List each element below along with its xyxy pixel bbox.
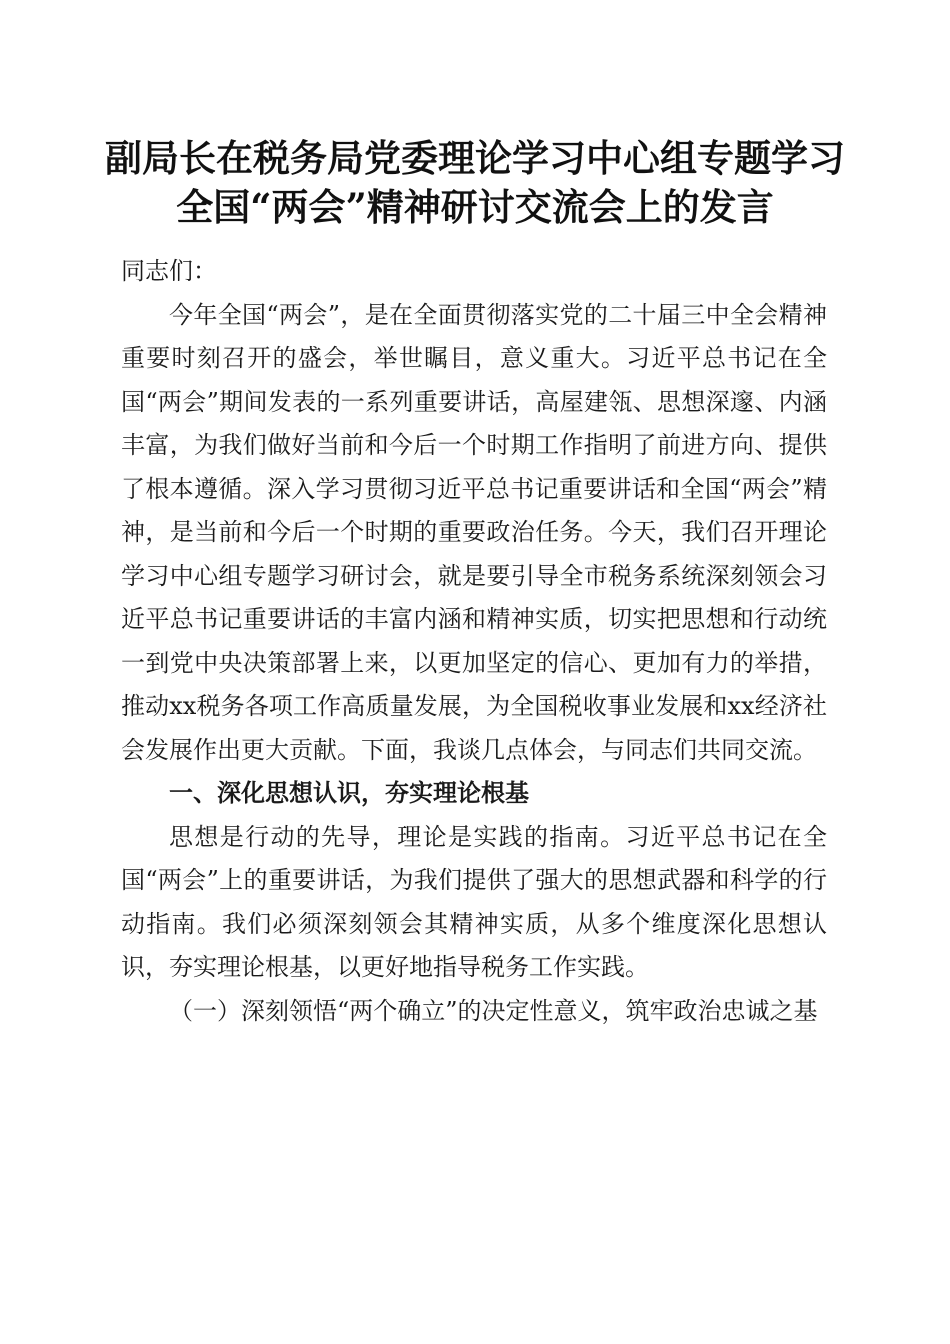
section-1-paragraph: 思想是行动的先导，理论是实践的指南。习近平总书记在全国“两会”上的重要讲话，为我们提供了强大的思想武器和科学的行动指南。我们必须深刻领会其精神实质，从多个维度深化思想认识，夯实理论根基，以更好地指导税务工作实践。 <box>121 822 827 981</box>
salutation: 同志们： <box>121 257 217 285</box>
subsection-heading-1: （一）深刻领悟“两个确立”的决定性意义，筑牢政治忠诚之基 <box>169 996 818 1025</box>
section-heading-1: 一、深化思想认识，夯实理论根基 <box>169 779 529 807</box>
document-body <box>121 250 827 1033</box>
intro-paragraph: 今年全国“两会”，是在全面贯彻落实党的二十届三中全会精神重要时刻召开的盛会，举世瞩目，意义重大。习近平总书记在全国“两会”期间发表的一系列重要讲话，高屋建瓴、思想深邃、内涵丰富，为我们做好当前和今后一个时期工作指明了前进方向、提供了根本遵循。深入学习贯彻习近平总书记重要讲话和全国“两会”精神，是当前和今后一个时期的重要政治任务。今天，我们召开理论学习中心组专题学习研讨会，就是要引导全市税务系统深刻领会习近平总书记重要讲话的丰富内涵和精神实质，切实把思想和行动统一到党中央决策部署上来，以更加坚定的信心、更加有力的举措，推动xx税务各项工作高质量发展，为全国税收事业发展和xx经济社会发展作出更大贡献。下面，我谈几点体会，与同志们共同交流。 <box>121 300 827 764</box>
document-title-line-1: 副局长在税务局党委理论学习中心组专题学习 <box>105 136 845 180</box>
document-title-line-2: 全国“两会”精神研讨交流会上的发言 <box>176 185 774 229</box>
